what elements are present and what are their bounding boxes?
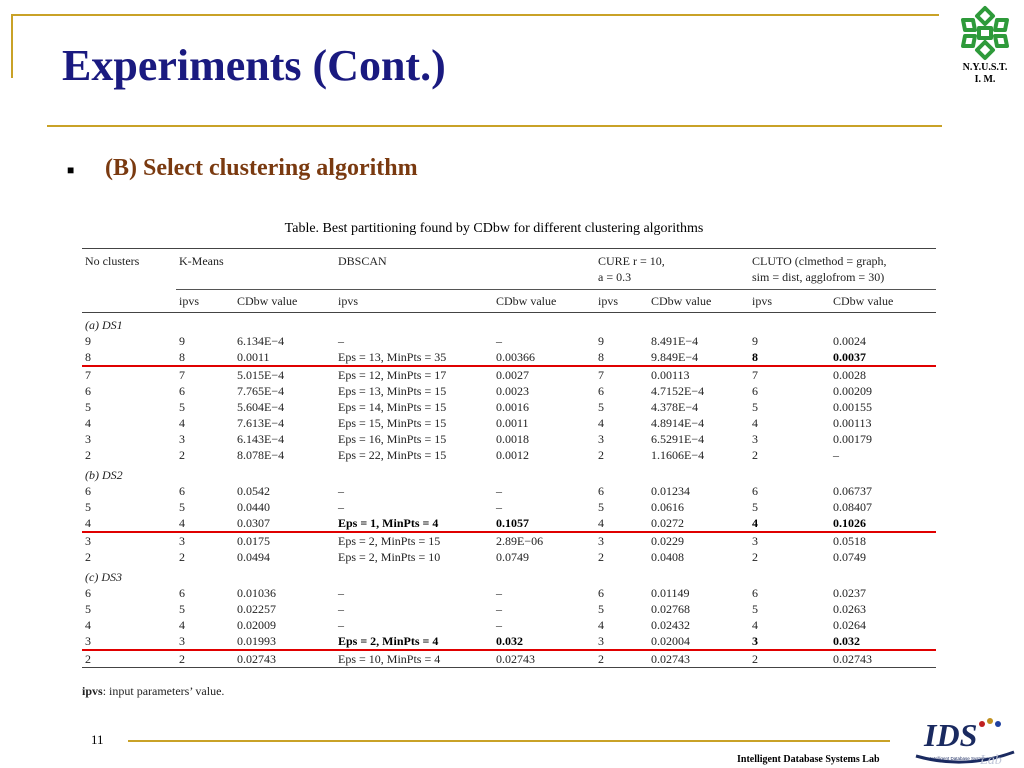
ids-logo-sub: Lab bbox=[980, 753, 1002, 768]
table-cell: 0.0028 bbox=[833, 368, 866, 382]
table-cell: 7 bbox=[85, 368, 91, 382]
section-label: (c) DS3 bbox=[85, 570, 122, 584]
table-row bbox=[82, 366, 936, 383]
header-cure-line1: CURE r = 10, bbox=[598, 254, 665, 268]
subheader-cluto-cdbw: CDbw value bbox=[830, 290, 936, 313]
table-row bbox=[82, 349, 936, 366]
table-cell: 4 bbox=[752, 416, 758, 430]
table-cell: 3 bbox=[595, 633, 648, 650]
section-label-row bbox=[82, 463, 936, 483]
table-cell: 5 bbox=[598, 400, 604, 414]
table-cell: 8.078E−4 bbox=[237, 448, 285, 462]
header-cure bbox=[595, 249, 749, 290]
table-cell: 0.02257 bbox=[237, 602, 276, 616]
table-cell: Eps = 14, MinPts = 15 bbox=[338, 400, 447, 414]
table-row bbox=[82, 650, 936, 668]
table-cell: 4 bbox=[179, 416, 185, 430]
table-cell: Eps = 12, MinPts = 17 bbox=[338, 368, 447, 382]
table-cell: 8.491E−4 bbox=[651, 334, 699, 348]
header-cluto-line2: sim = dist, agglofrom = 30) bbox=[752, 270, 885, 284]
table-cell: 6 bbox=[179, 484, 185, 498]
table-cell: 5 bbox=[85, 500, 91, 514]
table-cell: 6 bbox=[752, 484, 758, 498]
table-cell: 0.0408 bbox=[651, 550, 684, 564]
table-cell: 0.0027 bbox=[496, 368, 529, 382]
table-cell: 4 bbox=[598, 416, 604, 430]
table-cell: 2 bbox=[179, 550, 185, 564]
table-cell: 9 bbox=[752, 334, 758, 348]
sub-header-row bbox=[82, 290, 936, 313]
results-table bbox=[82, 248, 936, 668]
table-cell: Eps = 13, MinPts = 15 bbox=[338, 384, 447, 398]
table-cell: – bbox=[496, 500, 502, 514]
table-cell: 3 bbox=[85, 534, 91, 548]
footer-lab-name: Intelligent Database Systems Lab bbox=[737, 754, 880, 765]
table-cell: 0.0016 bbox=[496, 400, 529, 414]
table-row bbox=[82, 601, 936, 617]
table-cell: 3 bbox=[598, 432, 604, 446]
table-cell: 0.00155 bbox=[833, 400, 872, 414]
table-cell: 4 bbox=[85, 416, 91, 430]
table-row bbox=[82, 585, 936, 601]
table-cell: Eps = 2, MinPts = 10 bbox=[338, 550, 441, 564]
table-cell: 8 bbox=[82, 349, 176, 366]
section-label-row bbox=[82, 565, 936, 585]
table-cell: 0.0749 bbox=[833, 550, 866, 564]
table-cell: 0.0518 bbox=[833, 534, 866, 548]
table-cell: 0.0616 bbox=[651, 500, 684, 514]
table-cell: 0.00113 bbox=[833, 416, 872, 430]
subheader-kmeans-cdbw: CDbw value bbox=[234, 290, 335, 313]
table-cell: 8 bbox=[176, 349, 234, 366]
results-table-container bbox=[82, 248, 936, 668]
table-cell: 6 bbox=[85, 586, 91, 600]
logo-line-2: I. M. bbox=[974, 74, 996, 85]
table-cell: 7.765E−4 bbox=[237, 384, 285, 398]
ids-logo-text: IDS bbox=[924, 717, 978, 753]
table-cell: 3 bbox=[752, 432, 758, 446]
table-cell: 3 bbox=[176, 633, 234, 650]
table-row bbox=[82, 483, 936, 499]
table-cell: 0.00113 bbox=[651, 368, 690, 382]
table-cell: 0.02432 bbox=[651, 618, 690, 632]
table-cell: 0.0264 bbox=[833, 618, 866, 632]
group-header-row bbox=[82, 249, 936, 290]
table-cell: Eps = 2, MinPts = 15 bbox=[338, 534, 441, 548]
table-row bbox=[82, 431, 936, 447]
university-logo bbox=[953, 4, 1017, 90]
table-cell: 9 bbox=[598, 334, 604, 348]
table-cell: 5 bbox=[85, 602, 91, 616]
header-cluto-line1: CLUTO (clmethod = graph, bbox=[752, 254, 887, 268]
table-cell: 0.0023 bbox=[496, 384, 529, 398]
table-cell: Eps = 22, MinPts = 15 bbox=[338, 448, 447, 462]
section-label-row bbox=[82, 313, 936, 334]
table-cell: 0.0440 bbox=[237, 500, 270, 514]
table-cell: 3 bbox=[85, 432, 91, 446]
table-cell: 0.00209 bbox=[833, 384, 872, 398]
table-cell: 3 bbox=[598, 534, 604, 548]
table-cell: – bbox=[338, 484, 344, 498]
table-cell: Eps = 16, MinPts = 15 bbox=[338, 432, 447, 446]
header-kmeans: K-Means bbox=[176, 249, 335, 290]
footer-rule bbox=[128, 740, 890, 742]
section-label: (b) DS2 bbox=[85, 468, 123, 482]
table-body bbox=[82, 313, 936, 668]
subheader-dbscan-ipvs: ipvs bbox=[335, 290, 493, 313]
snowflake-logo-icon bbox=[957, 4, 1013, 62]
table-cell: 4.7152E−4 bbox=[651, 384, 705, 398]
table-row bbox=[82, 532, 936, 549]
table-cell: Eps = 13, MinPts = 35 bbox=[335, 349, 493, 366]
square-bullet-icon: ■ bbox=[67, 163, 75, 177]
header-cure-line2: a = 0.3 bbox=[598, 270, 632, 284]
table-cell: 0.0011 bbox=[496, 416, 529, 430]
table-cell: 0.0018 bbox=[496, 432, 529, 446]
section-label: (a) DS1 bbox=[85, 318, 123, 332]
table-cell: 8 bbox=[595, 349, 648, 366]
table-cell: Eps = 15, MinPts = 15 bbox=[338, 416, 447, 430]
table-cell: 5 bbox=[179, 602, 185, 616]
table-cell: 0.01149 bbox=[651, 586, 690, 600]
table-cell: 0.02004 bbox=[648, 633, 749, 650]
table-cell: Eps = 10, MinPts = 4 bbox=[335, 650, 493, 668]
table-cell: – bbox=[338, 500, 344, 514]
table-cell: 0.0307 bbox=[234, 515, 335, 532]
table-cell: 0.02743 bbox=[830, 650, 936, 668]
table-cell: 0.02743 bbox=[493, 650, 595, 668]
table-cell: 4 bbox=[85, 618, 91, 632]
table-cell: 3 bbox=[82, 633, 176, 650]
table-cell: 4 bbox=[598, 618, 604, 632]
table-cell: 5 bbox=[752, 602, 758, 616]
table-cell: 0.0263 bbox=[833, 602, 866, 616]
table-cell: – bbox=[833, 448, 839, 462]
table-row bbox=[82, 383, 936, 399]
subheader-cure-ipvs: ipvs bbox=[595, 290, 648, 313]
table-cell: 9 bbox=[179, 334, 185, 348]
table-cell: 2 bbox=[752, 550, 758, 564]
header-no-clusters: No clusters bbox=[82, 249, 176, 290]
footnote-term: ipvs bbox=[82, 684, 103, 698]
table-cell: 4.378E−4 bbox=[651, 400, 699, 414]
table-row bbox=[82, 415, 936, 431]
table-cell: 2 bbox=[595, 650, 648, 668]
table-cell: 0.0542 bbox=[237, 484, 270, 498]
table-cell: 6 bbox=[179, 384, 185, 398]
table-caption: Table. Best partitioning found by CDbw for different clustering algorithms bbox=[284, 221, 704, 236]
table-row bbox=[82, 633, 936, 650]
table-cell: 2 bbox=[85, 550, 91, 564]
table-cell: 1.1606E−4 bbox=[651, 448, 705, 462]
table-cell: 0.032 bbox=[493, 633, 595, 650]
table-cell: 4.8914E−4 bbox=[651, 416, 705, 430]
table-cell: 0.1057 bbox=[493, 515, 595, 532]
table-row bbox=[82, 399, 936, 415]
table-cell: 4 bbox=[176, 515, 234, 532]
table-cell: 0.02009 bbox=[237, 618, 276, 632]
ids-logo-fine: Intelligent Database Systems bbox=[930, 756, 989, 761]
table-cell: 0.0011 bbox=[234, 349, 335, 366]
table-cell: 0.0037 bbox=[830, 349, 936, 366]
logo-line-1: N.Y.U.S.T. bbox=[962, 62, 1008, 73]
table-cell: – bbox=[496, 334, 502, 348]
table-cell: 2 bbox=[749, 650, 830, 668]
table-cell: 0.00179 bbox=[833, 432, 872, 446]
table-cell: 2 bbox=[179, 448, 185, 462]
table-cell: Eps = 1, MinPts = 4 bbox=[335, 515, 493, 532]
table-cell: 6 bbox=[598, 586, 604, 600]
header-cluto bbox=[749, 249, 936, 290]
table-cell: 2 bbox=[82, 650, 176, 668]
subheader-cure-cdbw: CDbw value bbox=[648, 290, 749, 313]
table-cell: 5 bbox=[598, 500, 604, 514]
table-cell: 7 bbox=[752, 368, 758, 382]
table-row bbox=[82, 617, 936, 633]
table-cell: 5 bbox=[752, 500, 758, 514]
table-cell: 6 bbox=[85, 484, 91, 498]
table-cell: 3 bbox=[752, 534, 758, 548]
table-cell: 0.1026 bbox=[830, 515, 936, 532]
table-cell: 6 bbox=[85, 384, 91, 398]
table-cell: 0.00366 bbox=[493, 349, 595, 366]
table-cell: 6.5291E−4 bbox=[651, 432, 705, 446]
table-cell: 2 bbox=[752, 448, 758, 462]
table-cell: 0.06737 bbox=[833, 484, 872, 498]
table-cell: – bbox=[496, 586, 502, 600]
subheader-dbscan-cdbw: CDbw value bbox=[493, 290, 595, 313]
table-cell: 0.0272 bbox=[648, 515, 749, 532]
table-cell: 0.01234 bbox=[651, 484, 690, 498]
table-cell: 0.08407 bbox=[833, 500, 872, 514]
table-cell: 6 bbox=[179, 586, 185, 600]
table-cell: – bbox=[338, 602, 344, 616]
table-cell: 6 bbox=[752, 384, 758, 398]
table-cell: 0.02768 bbox=[651, 602, 690, 616]
table-cell: 0.01993 bbox=[234, 633, 335, 650]
table-cell: 0.02743 bbox=[234, 650, 335, 668]
table-cell: 5 bbox=[179, 400, 185, 414]
table-cell: 5 bbox=[752, 400, 758, 414]
table-cell: – bbox=[496, 618, 502, 632]
table-cell: 5.604E−4 bbox=[237, 400, 285, 414]
table-cell: 2 bbox=[598, 448, 604, 462]
table-cell: 4 bbox=[752, 618, 758, 632]
table-cell: 6 bbox=[752, 586, 758, 600]
table-cell: 2 bbox=[85, 448, 91, 462]
table-cell: 2 bbox=[598, 550, 604, 564]
title-underline bbox=[47, 125, 942, 127]
table-cell: 2.89E−06 bbox=[496, 534, 544, 548]
table-cell: 3 bbox=[179, 534, 185, 548]
table-row bbox=[82, 515, 936, 532]
table-cell: 5 bbox=[85, 400, 91, 414]
table-cell: 5 bbox=[598, 602, 604, 616]
table-cell: 4 bbox=[179, 618, 185, 632]
table-cell: 4 bbox=[749, 515, 830, 532]
table-cell: 3 bbox=[179, 432, 185, 446]
table-cell: 6.134E−4 bbox=[237, 334, 285, 348]
table-cell: 6 bbox=[598, 484, 604, 498]
table-cell: 0.0237 bbox=[833, 586, 866, 600]
table-cell: – bbox=[338, 586, 344, 600]
table-row bbox=[82, 549, 936, 565]
table-cell: 0.0175 bbox=[237, 534, 270, 548]
table-cell: – bbox=[496, 602, 502, 616]
header-dbscan: DBSCAN bbox=[335, 249, 595, 290]
table-row bbox=[82, 447, 936, 463]
bullet-text: (B) Select clustering algorithm bbox=[105, 155, 418, 181]
table-cell: 9.849E−4 bbox=[648, 349, 749, 366]
table-cell: 7 bbox=[598, 368, 604, 382]
table-cell: 0.032 bbox=[830, 633, 936, 650]
table-cell: 0.0749 bbox=[496, 550, 529, 564]
table-cell: 8 bbox=[749, 349, 830, 366]
frame-left-rule bbox=[11, 14, 13, 78]
table-cell: 0.0494 bbox=[237, 550, 270, 564]
table-cell: 4 bbox=[82, 515, 176, 532]
frame-top-rule bbox=[11, 14, 939, 16]
table-cell: – bbox=[496, 484, 502, 498]
slide-title: Experiments (Cont.) bbox=[62, 41, 446, 90]
ids-lab-logo-icon bbox=[910, 712, 1020, 768]
table-cell: 0.02743 bbox=[648, 650, 749, 668]
table-cell: 6 bbox=[598, 384, 604, 398]
table-cell: – bbox=[338, 334, 344, 348]
table-cell: 2 bbox=[176, 650, 234, 668]
subheader-kmeans-ipvs: ipvs bbox=[176, 290, 234, 313]
table-cell: 5 bbox=[179, 500, 185, 514]
table-cell: 7 bbox=[179, 368, 185, 382]
table-cell: 4 bbox=[595, 515, 648, 532]
table-cell: 7.613E−4 bbox=[237, 416, 285, 430]
subheader-cluto-ipvs: ipvs bbox=[749, 290, 830, 313]
table-footnote bbox=[82, 684, 224, 699]
page-number: 11 bbox=[91, 732, 104, 747]
footnote-text: : input parameters’ value. bbox=[102, 684, 225, 698]
table-cell: Eps = 2, MinPts = 4 bbox=[335, 633, 493, 650]
table-cell: 9 bbox=[85, 334, 91, 348]
table-cell: 6.143E−4 bbox=[237, 432, 285, 446]
table-row bbox=[82, 499, 936, 515]
table-cell: 0.0024 bbox=[833, 334, 866, 348]
table-cell: 0.0012 bbox=[496, 448, 529, 462]
table-cell: 5.015E−4 bbox=[237, 368, 285, 382]
table-cell: – bbox=[338, 618, 344, 632]
table-cell: 3 bbox=[749, 633, 830, 650]
table-cell: 0.01036 bbox=[237, 586, 276, 600]
table-cell: 0.0229 bbox=[651, 534, 684, 548]
table-row bbox=[82, 333, 936, 349]
